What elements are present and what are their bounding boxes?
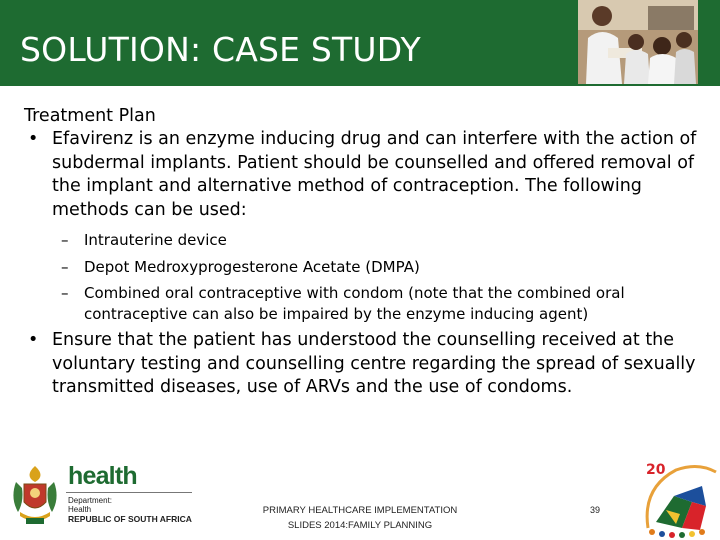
bullet-icon: • <box>28 330 39 350</box>
department-line: Health <box>68 505 92 514</box>
health-wordmark: health <box>68 462 137 490</box>
badge-number: 20 <box>646 462 666 478</box>
logo-divider <box>66 492 192 493</box>
method-list <box>24 230 704 324</box>
footer-line: PRIMARY HEALTHCARE IMPLEMENTATION <box>262 505 458 516</box>
footer-caption <box>230 504 490 533</box>
department-label <box>68 496 112 514</box>
page-number: 39 <box>590 505 601 515</box>
bullet-icon: • <box>28 129 39 149</box>
list-item-text: Depot Medroxyprogesterone Acetate (DMPA) <box>84 257 420 276</box>
slide-title: SOLUTION: CASE STUDY <box>20 30 421 69</box>
slide-body <box>24 104 704 400</box>
list-item-text: Combined oral contraceptive with condom (note that the combined oral contraceptive can also be impaired by the enzyme inducing agent) <box>84 284 625 323</box>
dash-icon: – <box>61 257 69 276</box>
dash-icon: – <box>61 284 69 302</box>
title-bar <box>0 0 720 86</box>
bullet-item <box>24 329 704 400</box>
footer-line: SLIDES 2014:FAMILY PLANNING <box>287 519 433 531</box>
department-line: Department: <box>68 496 113 505</box>
clinic-photo <box>578 0 698 84</box>
list-item <box>61 230 704 252</box>
twenty-years-freedom-logo <box>636 458 720 540</box>
list-item-text: Intrauterine device <box>84 231 227 249</box>
list-item <box>61 257 704 279</box>
list-item <box>61 283 704 324</box>
section-heading: Treatment Plan <box>24 106 156 126</box>
dash-icon: – <box>61 231 69 249</box>
coat-of-arms-icon <box>6 462 64 530</box>
bullet-text: Ensure that the patient has understood the counselling received at the voluntary testing and counselling centre regarding the spread of sexually transmitted diseases, use of ARVs and the use of condoms. <box>52 330 696 397</box>
country-label: REPUBLIC OF SOUTH AFRICA <box>68 514 192 524</box>
bullet-item <box>24 128 704 222</box>
bullet-text: Efavirenz is an enzyme inducing drug and can interfere with the action of subdermal implants. Patient should be counselled and offered removal of the implant and alternative method of contraception. The following methods can be used: <box>52 129 697 220</box>
